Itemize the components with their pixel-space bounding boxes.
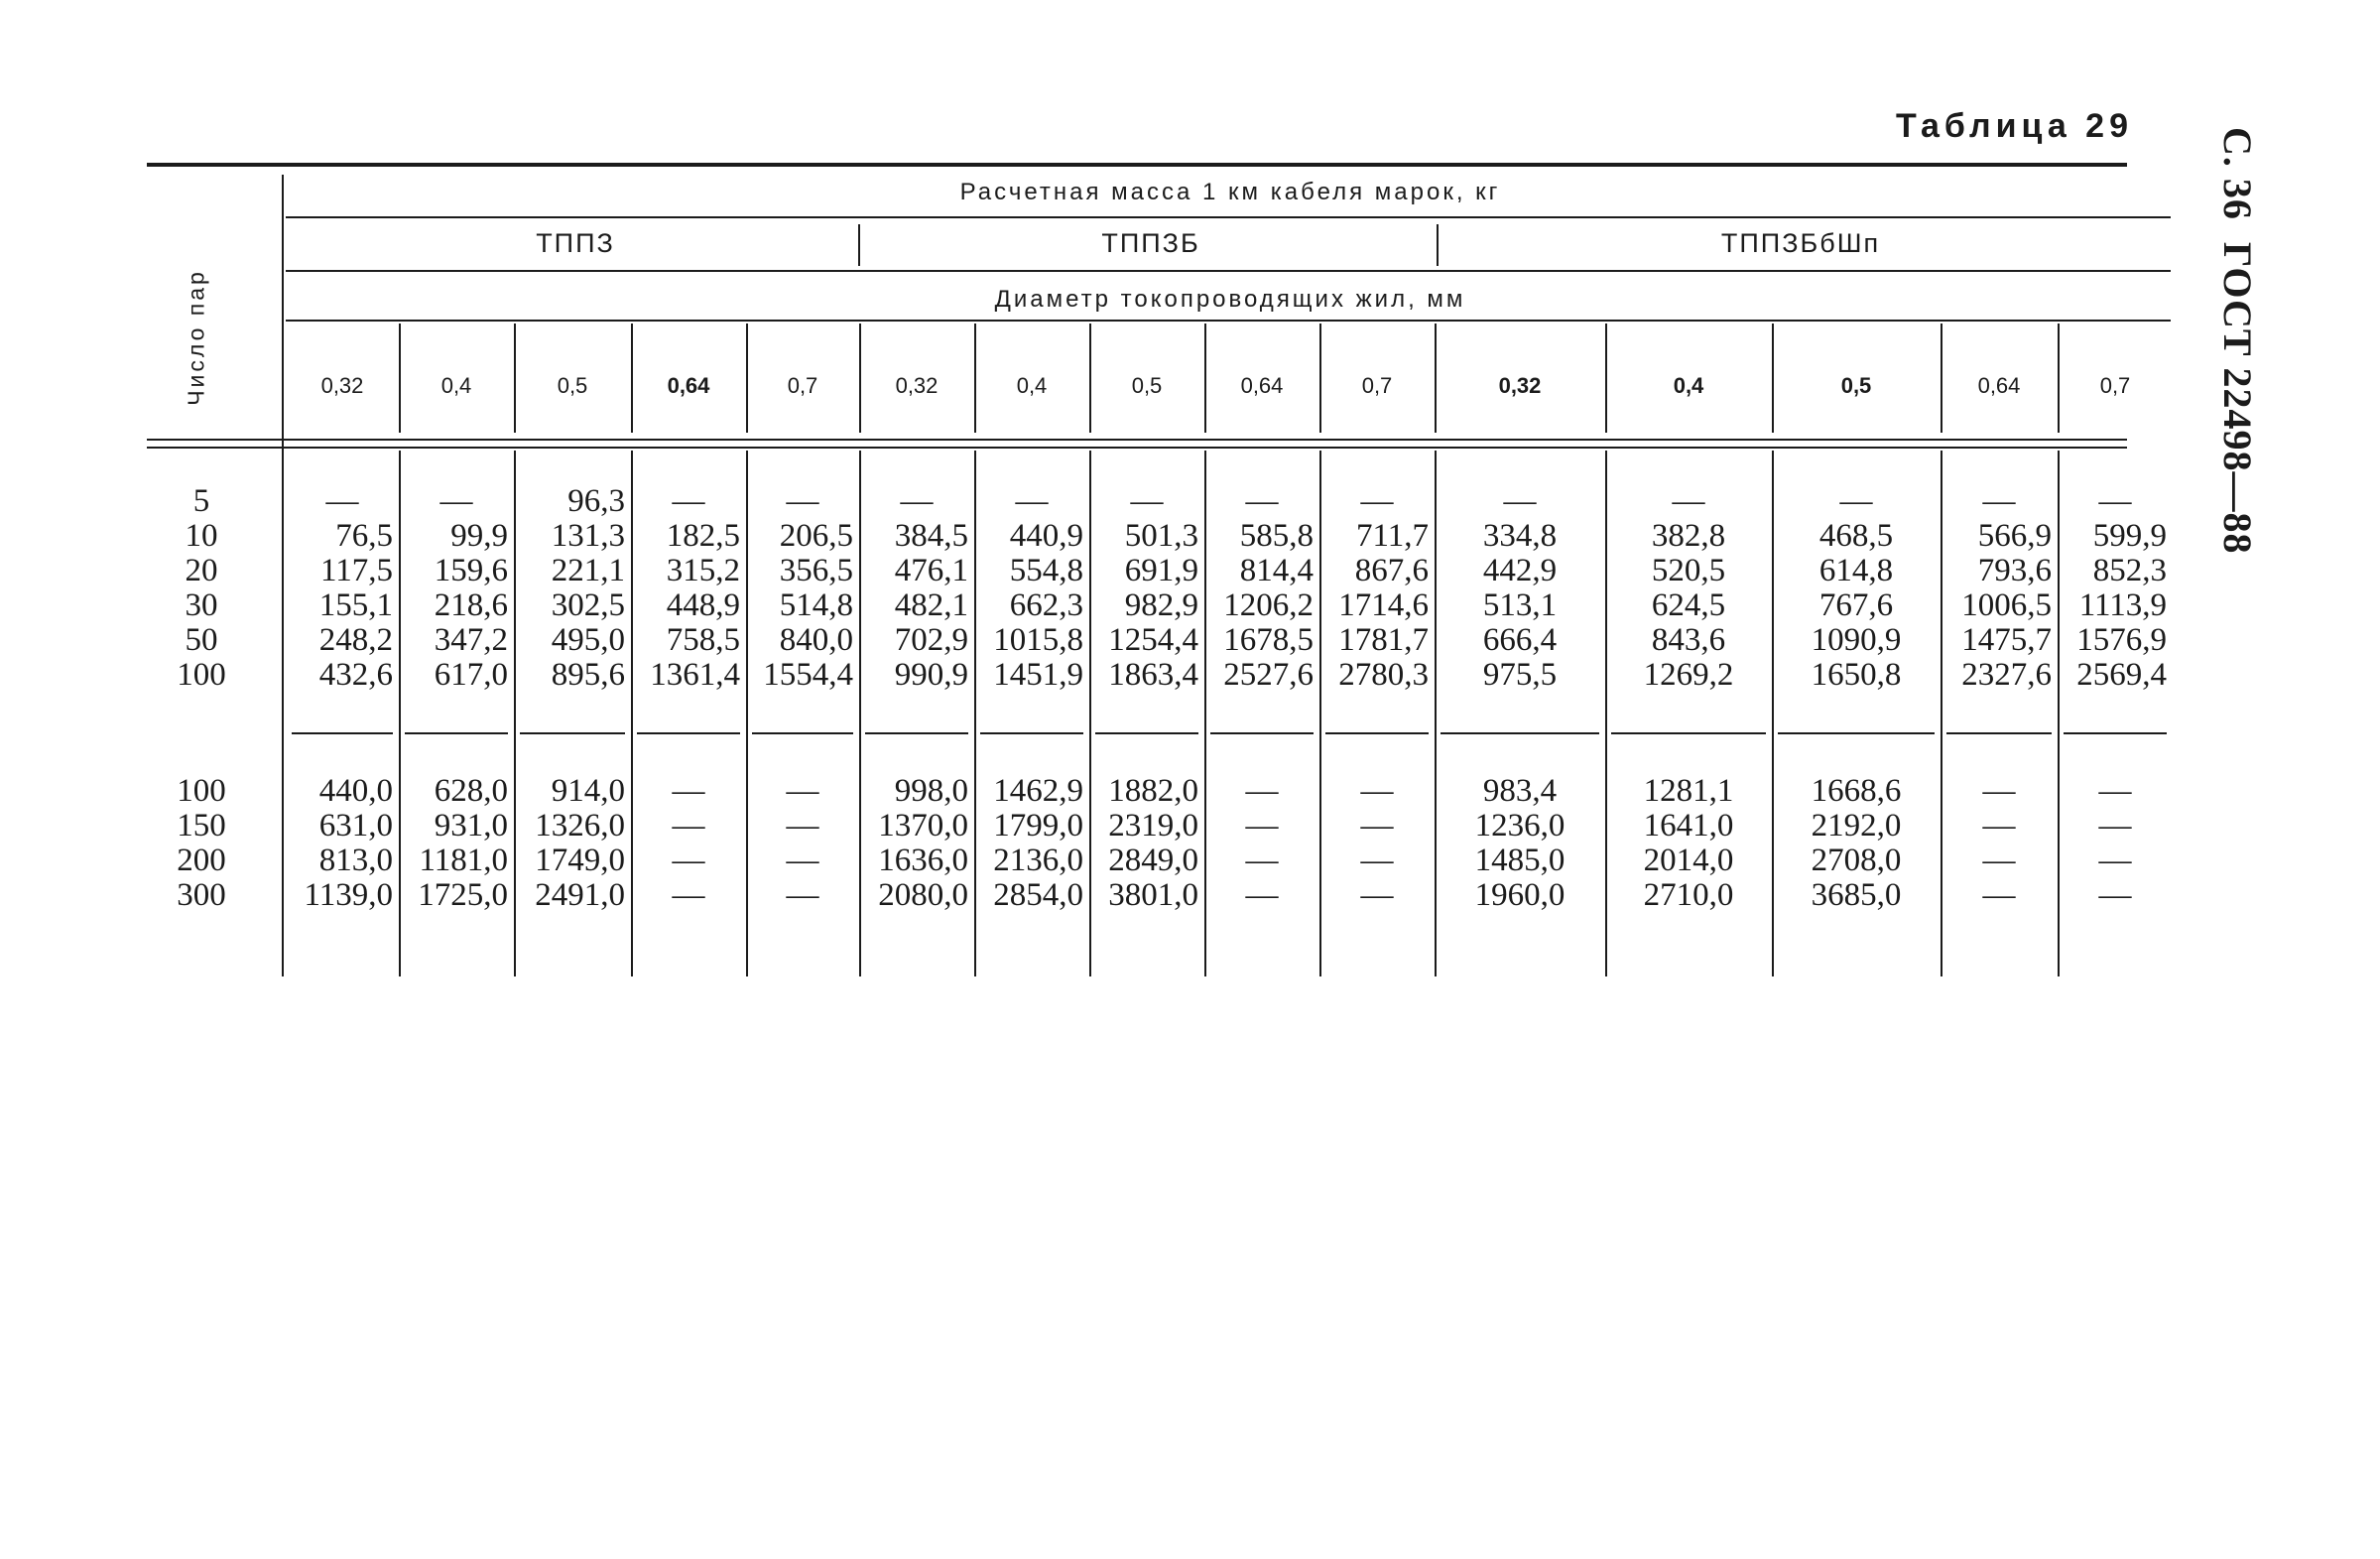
table-rule — [147, 439, 2127, 441]
empty-value-cell: — — [2098, 483, 2132, 519]
mass-value-cell: 1678,5 — [1223, 622, 1314, 658]
pairs-count-cell: 150 — [177, 808, 226, 844]
mass-value-cell: 334,8 — [1482, 518, 1558, 554]
table-rule — [865, 732, 968, 734]
mass-value-cell: 1554,4 — [763, 657, 853, 693]
mass-value-cell: 2710,0 — [1643, 877, 1734, 913]
mass-value-cell: 711,7 — [1355, 518, 1429, 554]
mass-value-cell: 1668,6 — [1811, 773, 1902, 809]
mass-value-cell: 914,0 — [551, 773, 625, 809]
mass-value-cell: 793,6 — [1977, 553, 2052, 588]
mass-value-cell: 3685,0 — [1811, 877, 1902, 913]
empty-value-cell: — — [1672, 483, 1705, 519]
mass-value-cell: 501,3 — [1124, 518, 1198, 554]
empty-value-cell: — — [786, 877, 819, 913]
mass-value-cell: 2569,4 — [2076, 657, 2167, 693]
mass-value-cell: 554,8 — [1009, 553, 1083, 588]
table-rule — [631, 451, 633, 976]
empty-value-cell: — — [1503, 483, 1537, 519]
table-rule — [286, 216, 2171, 218]
mass-value-cell: 1113,9 — [2078, 587, 2167, 623]
page-number: С. 36 — [2215, 127, 2260, 220]
table-rule — [2058, 324, 2060, 433]
mass-value-cell: 482,1 — [894, 587, 968, 623]
diameter-caption: Диаметр токопроводящих жил, мм — [994, 286, 1466, 313]
mass-value-cell: 628,0 — [434, 773, 508, 809]
mass-value-cell: 895,6 — [551, 657, 625, 693]
diameter-header-cell: 0,64 — [667, 373, 710, 398]
table-rule — [746, 324, 748, 433]
mass-value-cell: 614,8 — [1818, 553, 1894, 588]
table-rule — [1325, 732, 1429, 734]
mass-value-cell: 315,2 — [666, 553, 740, 588]
table-rule — [974, 451, 976, 976]
table-rule — [399, 451, 401, 976]
empty-value-cell: — — [1360, 877, 1394, 913]
empty-value-cell: — — [1982, 877, 2016, 913]
table-rule — [1319, 451, 1321, 976]
diameter-header-cell: 0,4 — [1673, 373, 1704, 398]
mass-value-cell: 1725,0 — [418, 877, 508, 913]
empty-value-cell: — — [1245, 773, 1279, 809]
table-rule — [1778, 732, 1935, 734]
mass-value-cell: 442,9 — [1482, 553, 1558, 588]
mass-value-cell: 221,1 — [551, 553, 625, 588]
empty-value-cell: — — [1245, 877, 1279, 913]
mass-value-cell: 448,9 — [666, 587, 740, 623]
mass-value-cell: 2708,0 — [1811, 843, 1902, 878]
table-rule — [858, 224, 860, 266]
table-rule — [514, 451, 516, 976]
diameter-header-cell: 0,64 — [1977, 373, 2021, 398]
mass-value-cell: 2014,0 — [1643, 843, 1734, 878]
table-rule — [637, 732, 740, 734]
mass-value-cell: 1641,0 — [1643, 808, 1734, 844]
table-rule — [1611, 732, 1766, 734]
mass-value-cell: 666,4 — [1482, 622, 1558, 658]
empty-value-cell: — — [1982, 483, 2016, 519]
mass-value-cell: 843,6 — [1651, 622, 1726, 658]
table-rule — [980, 732, 1083, 734]
table-rule — [292, 732, 393, 734]
empty-value-cell: — — [672, 773, 705, 809]
empty-value-cell: — — [2098, 773, 2132, 809]
table-rule — [746, 451, 748, 976]
mass-value-cell: 814,4 — [1239, 553, 1314, 588]
mass-value-cell: 1015,8 — [993, 622, 1083, 658]
mass-value-cell: 2327,6 — [1961, 657, 2052, 693]
table-rule — [1435, 451, 1437, 976]
empty-value-cell: — — [1982, 808, 2016, 844]
mass-value-cell: 2136,0 — [993, 843, 1083, 878]
table-rule — [1210, 732, 1314, 734]
mass-value-cell: 982,9 — [1124, 587, 1198, 623]
table-rule — [1435, 324, 1437, 433]
table-rule — [859, 451, 861, 976]
diameter-header-cell: 0,5 — [557, 373, 588, 398]
mass-value-cell: 1749,0 — [535, 843, 625, 878]
table-rule — [974, 324, 976, 433]
table-rule — [286, 320, 2171, 322]
pairs-count-cell: 30 — [185, 587, 218, 623]
empty-value-cell: — — [1015, 483, 1049, 519]
mass-value-cell: 99,9 — [450, 518, 508, 554]
pairs-label: Число пар — [183, 269, 209, 406]
table-rule — [1089, 324, 1091, 433]
mass-value-cell: 1361,4 — [650, 657, 740, 693]
mass-value-cell: 347,2 — [434, 622, 508, 658]
mass-value-cell: 131,3 — [551, 518, 625, 554]
mass-value-cell: 2192,0 — [1811, 808, 1902, 844]
mass-value-cell: 1781,7 — [1338, 622, 1429, 658]
mass-value-cell: 2854,0 — [993, 877, 1083, 913]
table-rule — [1772, 451, 1774, 976]
mass-value-cell: 1882,0 — [1108, 773, 1198, 809]
brand-tppzbbshp: ТППЗБбШп — [1720, 228, 1881, 258]
table-rule — [1319, 324, 1321, 433]
pairs-count-cell: 20 — [185, 553, 218, 588]
mass-value-cell: 1139,0 — [304, 877, 393, 913]
mass-value-cell: 2080,0 — [878, 877, 968, 913]
mass-value-cell: 382,8 — [1651, 518, 1726, 554]
diameter-header-cell: 0,5 — [1840, 373, 1872, 398]
mass-value-cell: 155,1 — [318, 587, 393, 623]
empty-value-cell: — — [1982, 843, 2016, 878]
empty-value-cell: — — [672, 877, 705, 913]
empty-value-cell: — — [1839, 483, 1873, 519]
mass-value-cell: 2319,0 — [1108, 808, 1198, 844]
diameter-header-cell: 0,5 — [1131, 373, 1163, 398]
table-rule — [859, 324, 861, 433]
mass-value-cell: 218,6 — [434, 587, 508, 623]
mass-value-cell: 1281,1 — [1643, 773, 1734, 809]
pairs-count-cell: 50 — [185, 622, 218, 658]
mass-value-cell: 248,2 — [318, 622, 393, 658]
mass-value-cell: 1636,0 — [878, 843, 968, 878]
table-rule — [1605, 324, 1607, 433]
empty-value-cell: — — [1245, 483, 1279, 519]
empty-value-cell: — — [786, 483, 819, 519]
table-rule — [1441, 732, 1599, 734]
empty-value-cell: — — [2098, 843, 2132, 878]
empty-value-cell: — — [672, 843, 705, 878]
mass-value-cell: 1960,0 — [1474, 877, 1566, 913]
mass-value-cell: 520,5 — [1651, 553, 1726, 588]
mass-value-cell: 76,5 — [335, 518, 393, 554]
diameter-header-cell: 0,7 — [1361, 373, 1393, 398]
brand-tppz: ТППЗ — [536, 228, 615, 258]
mass-value-cell: 1799,0 — [993, 808, 1083, 844]
table-rule — [2064, 732, 2167, 734]
mass-value-cell: 206,5 — [779, 518, 853, 554]
table-rule — [1941, 324, 1942, 433]
table-rule — [752, 732, 853, 734]
mass-value-cell: 617,0 — [434, 657, 508, 693]
diameter-header-cell: 0,7 — [787, 373, 818, 398]
mass-value-cell: 2491,0 — [535, 877, 625, 913]
pairs-count-cell: 10 — [185, 518, 218, 554]
pairs-count-cell: 200 — [177, 843, 226, 878]
table-rule — [282, 175, 284, 976]
mass-value-cell: 513,1 — [1482, 587, 1558, 623]
mass-value-cell: 495,0 — [551, 622, 625, 658]
mass-value-cell: 1254,4 — [1108, 622, 1198, 658]
mass-value-cell: 1714,6 — [1338, 587, 1429, 623]
mass-value-cell: 1206,2 — [1223, 587, 1314, 623]
mass-value-cell: 1650,8 — [1811, 657, 1902, 693]
mass-value-cell: 1462,9 — [993, 773, 1083, 809]
mass-value-cell: 624,5 — [1651, 587, 1726, 623]
empty-value-cell: — — [672, 483, 705, 519]
mass-value-cell: 998,0 — [894, 773, 968, 809]
mass-value-cell: 1451,9 — [993, 657, 1083, 693]
page-side-header — [2214, 127, 2261, 577]
mass-value-cell: 302,5 — [551, 587, 625, 623]
mass-value-cell: 1326,0 — [535, 808, 625, 844]
empty-value-cell: — — [1245, 843, 1279, 878]
diameter-header-cell: 0,7 — [2099, 373, 2131, 398]
mass-value-cell: 356,5 — [779, 553, 853, 588]
empty-value-cell: — — [672, 808, 705, 844]
table-rule — [286, 270, 2171, 272]
mass-value-cell: 1181,0 — [419, 843, 508, 878]
empty-value-cell: — — [1360, 843, 1394, 878]
empty-value-cell: — — [1360, 773, 1394, 809]
mass-value-cell: 159,6 — [434, 553, 508, 588]
mass-value-cell: 867,6 — [1354, 553, 1429, 588]
empty-value-cell: — — [786, 773, 819, 809]
mass-value-cell: 432,6 — [318, 657, 393, 693]
table-rule — [1941, 451, 1942, 976]
diameter-header-cell: 0,32 — [320, 373, 364, 398]
diameter-header-cell: 0,4 — [440, 373, 472, 398]
mass-value-cell: 585,8 — [1239, 518, 1314, 554]
mass-value-cell: 1090,9 — [1811, 622, 1902, 658]
pairs-count-cell: 300 — [177, 877, 226, 913]
mass-value-cell: 691,9 — [1124, 553, 1198, 588]
empty-value-cell: — — [1982, 773, 2016, 809]
table-rule — [1605, 451, 1607, 976]
table-rule — [147, 447, 2127, 449]
table-rule — [514, 324, 516, 433]
mass-value-cell: 2527,6 — [1223, 657, 1314, 693]
mass-value-cell: 440,0 — [318, 773, 393, 809]
pairs-count-cell: 100 — [177, 657, 226, 693]
diameter-header-cell: 0,32 — [1498, 373, 1542, 398]
table-rule — [1204, 451, 1206, 976]
mass-value-cell: 758,5 — [666, 622, 740, 658]
empty-value-cell: — — [325, 483, 359, 519]
standard-code: ГОСТ 22498—88 — [2215, 241, 2260, 555]
mass-value-cell: 3801,0 — [1108, 877, 1198, 913]
mass-value-cell: 1576,9 — [2076, 622, 2167, 658]
mass-value-cell: 1370,0 — [878, 808, 968, 844]
table-rule — [1095, 732, 1198, 734]
table-rule — [631, 324, 633, 433]
mass-value-cell: 1269,2 — [1643, 657, 1734, 693]
mass-value-cell: 931,0 — [434, 808, 508, 844]
mass-value-cell: 468,5 — [1818, 518, 1894, 554]
table-rule — [1089, 451, 1091, 976]
mass-caption: Расчетная масса 1 км кабеля марок, кг — [959, 179, 1501, 205]
table-rule — [147, 163, 2127, 167]
table-rule — [2058, 451, 2060, 976]
table-rule — [1772, 324, 1774, 433]
mass-value-cell: 1006,5 — [1961, 587, 2052, 623]
mass-value-cell: 2780,3 — [1338, 657, 1429, 693]
pairs-count-cell: 100 — [177, 773, 226, 809]
mass-value-cell: 813,0 — [318, 843, 393, 878]
mass-value-cell: 975,5 — [1482, 657, 1558, 693]
empty-value-cell: — — [1360, 808, 1394, 844]
mass-value-cell: 384,5 — [894, 518, 968, 554]
mass-value-cell: 1236,0 — [1474, 808, 1566, 844]
mass-value-cell: 1475,7 — [1961, 622, 2052, 658]
mass-value-cell: 983,4 — [1482, 773, 1558, 809]
diameter-header-cell: 0,4 — [1016, 373, 1048, 398]
mass-value-cell: 117,5 — [319, 553, 393, 588]
mass-value-cell: 990,9 — [894, 657, 968, 693]
mass-value-cell: 514,8 — [779, 587, 853, 623]
empty-value-cell: — — [1360, 483, 1394, 519]
mass-value-cell: 96,3 — [567, 483, 625, 519]
empty-value-cell: — — [1130, 483, 1164, 519]
table-rule — [1946, 732, 2052, 734]
mass-value-cell: 476,1 — [894, 553, 968, 588]
empty-value-cell: — — [900, 483, 934, 519]
mass-value-cell: 767,6 — [1818, 587, 1894, 623]
mass-value-cell: 2849,0 — [1108, 843, 1198, 878]
empty-value-cell: — — [2098, 877, 2132, 913]
empty-value-cell: — — [786, 808, 819, 844]
empty-value-cell: — — [1245, 808, 1279, 844]
table-title: Таблица 29 — [1896, 107, 2133, 145]
pairs-count-cell: 5 — [192, 483, 210, 519]
table-rule — [1204, 324, 1206, 433]
mass-value-cell: 631,0 — [318, 808, 393, 844]
diameter-header-cell: 0,64 — [1240, 373, 1284, 398]
mass-value-cell: 440,9 — [1009, 518, 1083, 554]
brand-tppzb: ТППЗБ — [1101, 228, 1200, 258]
mass-value-cell: 852,3 — [2092, 553, 2167, 588]
table-rule — [520, 732, 625, 734]
mass-value-cell: 566,9 — [1977, 518, 2052, 554]
diameter-header-cell: 0,32 — [895, 373, 939, 398]
mass-value-cell: 1863,4 — [1108, 657, 1198, 693]
empty-value-cell: — — [2098, 808, 2132, 844]
empty-value-cell: — — [439, 483, 473, 519]
mass-value-cell: 840,0 — [779, 622, 853, 658]
mass-value-cell: 662,3 — [1009, 587, 1083, 623]
mass-value-cell: 182,5 — [666, 518, 740, 554]
table-rule — [1437, 224, 1439, 266]
mass-value-cell: 702,9 — [894, 622, 968, 658]
table-rule — [399, 324, 401, 433]
empty-value-cell: — — [786, 843, 819, 878]
mass-value-cell: 1485,0 — [1474, 843, 1566, 878]
mass-value-cell: 599,9 — [2092, 518, 2167, 554]
table-rule — [405, 732, 508, 734]
